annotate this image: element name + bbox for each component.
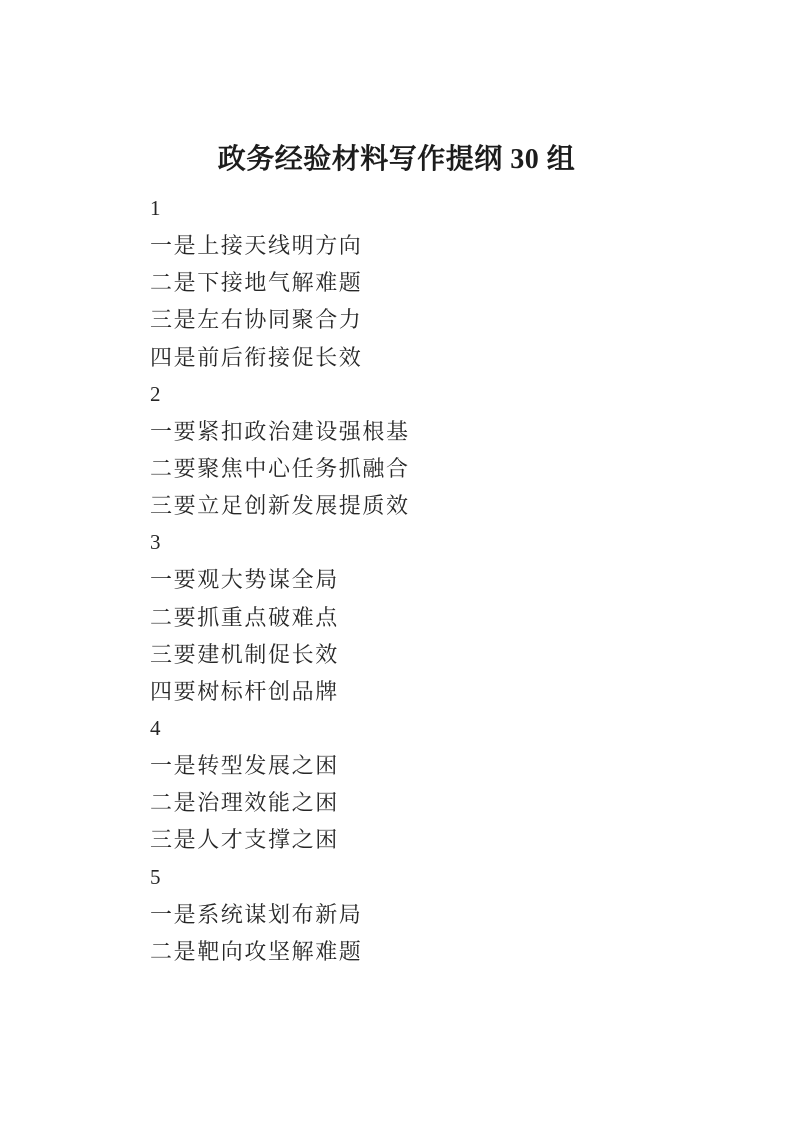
outline-item: 三是左右协同聚合力: [150, 307, 363, 333]
outline-item: 一是上接天线明方向: [150, 233, 363, 259]
outline-item: 一要观大势谋全局: [150, 567, 339, 593]
outline-item: 三要建机制促长效: [150, 641, 339, 667]
group-number: 4: [150, 715, 161, 740]
outline-item: 三是人才支撑之困: [150, 827, 339, 853]
group-number: 2: [150, 381, 161, 406]
outline-item: 二要聚焦中心任务抓融合: [150, 455, 410, 481]
outline-item: 一是转型发展之困: [150, 753, 339, 779]
outline-item: 三要立足创新发展提质效: [150, 493, 410, 519]
document-title: 政务经验材料写作提纲 30 组: [217, 144, 576, 175]
outline-item: 二是下接地气解难题: [150, 270, 363, 296]
document-body: [150, 190, 643, 970]
outline-item: 二要抓重点破难点: [150, 604, 339, 630]
outline-item: 一是系统谋划布新局: [150, 901, 363, 927]
group-number: 3: [150, 530, 161, 555]
outline-item: 二是治理效能之困: [150, 790, 339, 816]
group-number: 1: [150, 196, 161, 220]
outline-item: 四要树标杆创品牌: [150, 678, 339, 704]
group-number: 5: [150, 864, 161, 889]
outline-item: 二是靶向攻坚解难题: [150, 938, 363, 964]
outline-item: 一要紧扣政治建设强根基: [150, 418, 410, 444]
outline-item: 四是前后衔接促长效: [150, 344, 363, 370]
